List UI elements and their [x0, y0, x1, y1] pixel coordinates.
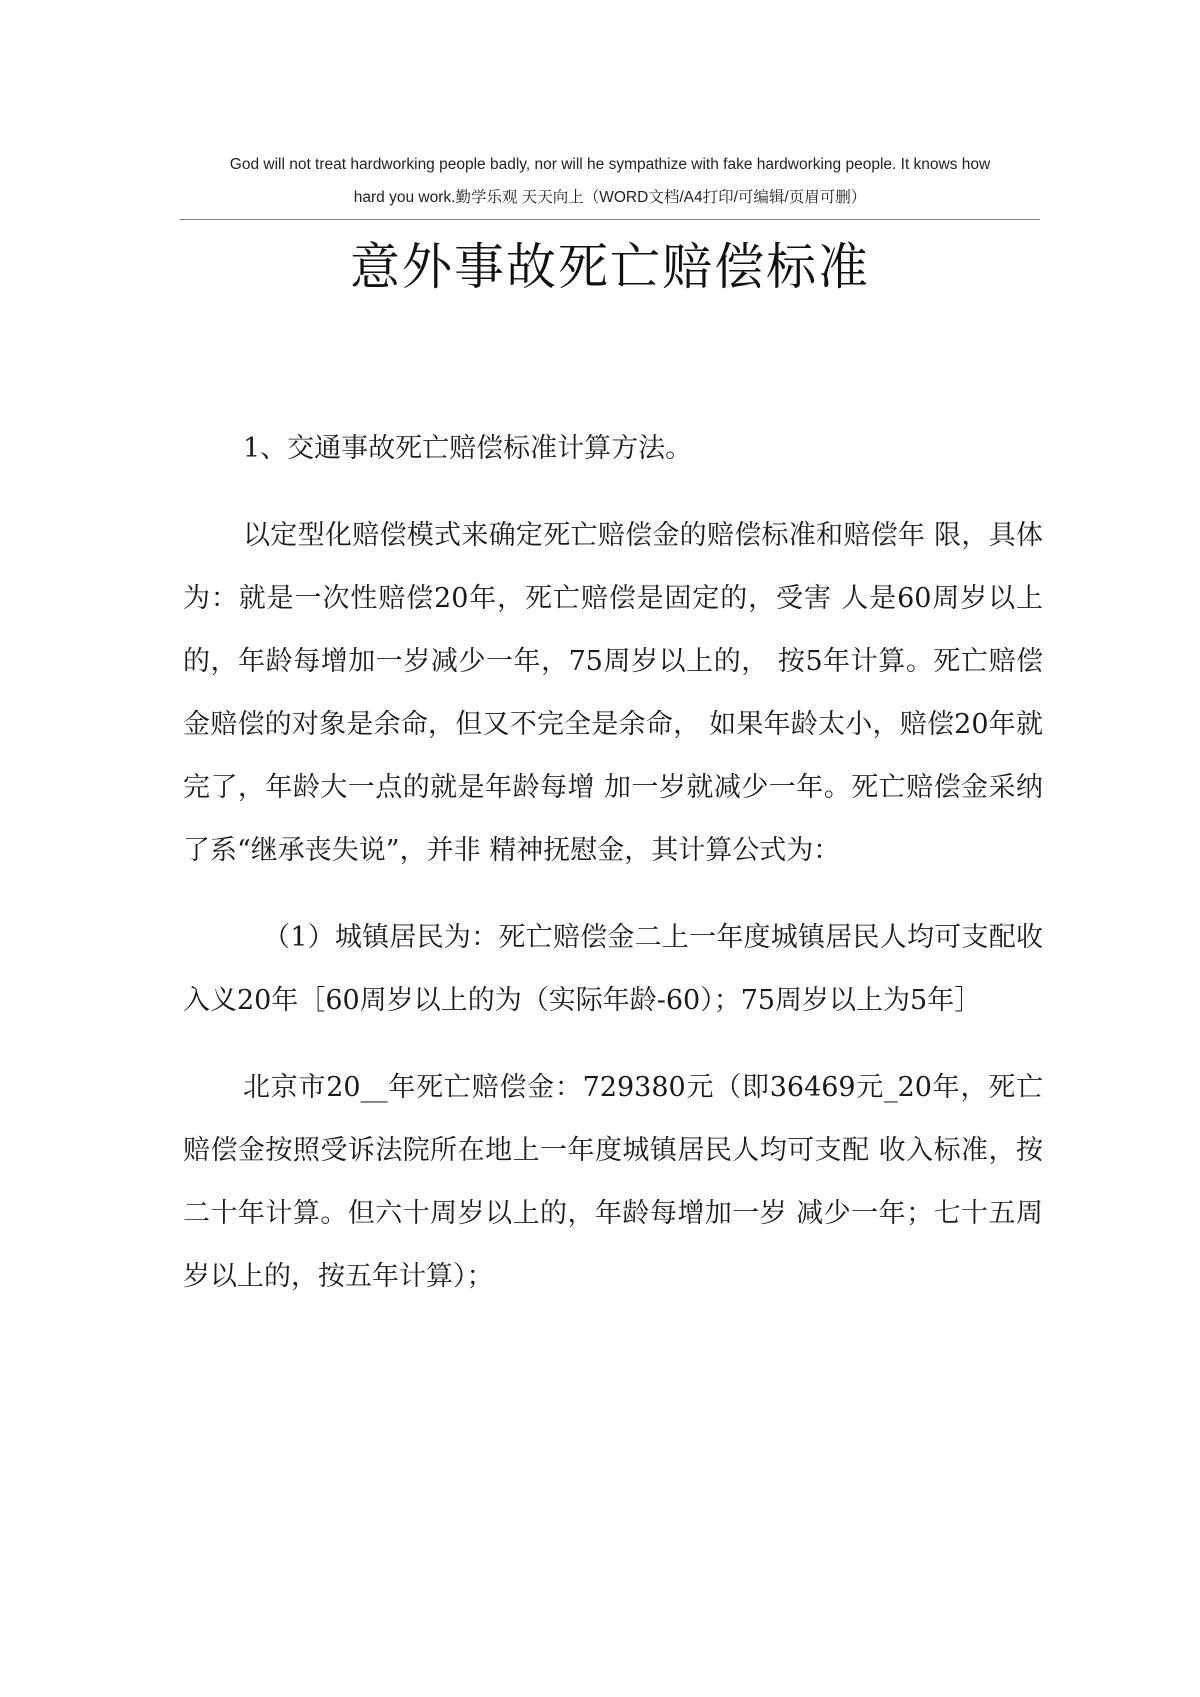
header-line-1: God will not treat hardworking people badly, nor will he sympathize with fake hardworking people. It knows how [229, 156, 991, 173]
paragraph: 以定型化赔偿模式来确定死亡赔偿金的赔偿标准和赔偿年 限，具体为：就是一次性赔偿20年，死亡赔偿是固定的，受害 人是60周岁以上的，年龄每增加一岁减少一年，75周岁以上的， 按5年计算。死亡赔偿金赔偿的对象是余命，但又不完全是余命， 如果年龄太小，赔偿20年就完了，年龄大一点的就是年龄每增 加一岁就减少一年。死亡赔偿金采纳了系“继承丧失说”，并非 精神抚慰金，其计算公式为： [183, 520, 1043, 866]
formula-paragraph: （1）城镇居民为：死亡赔偿金二上一年度城镇居民人均可支配收入义20年［60周岁以上的为（实际年龄-60）；75周岁以上为5年］ [183, 922, 1043, 1016]
page-header [180, 148, 1040, 214]
paragraph: 北京市20__年死亡赔偿金：729380元（即36469元_20年，死亡赔偿金按照受诉法院所在地上一年度城镇居民人均可支配 收入标准，按二十年计算。但六十周岁以上的，年龄每增加一岁 减少一年；七十五周岁以上的，按五年计算）； [183, 1072, 1043, 1292]
document-body [183, 417, 1043, 1308]
header-line-2: hard you work.勤学乐观 天天向上（WORD文档/A4打印/可编辑/页眉可删） [353, 189, 867, 206]
section-heading: 1、交通事故死亡赔偿标准计算方法。 [243, 433, 693, 464]
document-title: 意外事故死亡赔偿标准 [350, 238, 870, 296]
header-divider [180, 219, 1040, 220]
